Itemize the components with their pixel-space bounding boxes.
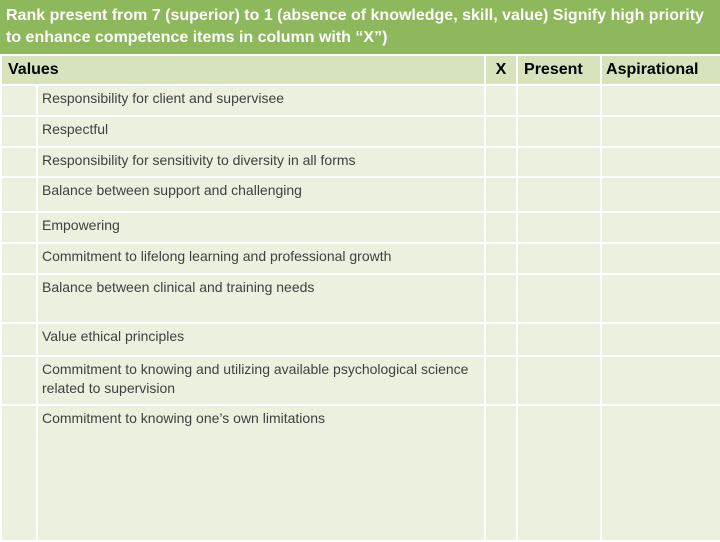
row-label: Responsibility for client and supervisee [37, 85, 485, 116]
row-label: Commitment to knowing one’s own limitations [37, 405, 485, 541]
present-rank-cell[interactable] [517, 147, 601, 177]
row-label: Respectful [37, 116, 485, 147]
table-row [1, 177, 720, 212]
header-aspirational: Aspirational [601, 55, 720, 85]
row-indent-cell [1, 212, 37, 243]
present-rank-cell[interactable] [517, 177, 601, 212]
aspirational-rank-cell[interactable] [601, 243, 720, 274]
x-mark-cell[interactable] [485, 323, 517, 356]
aspirational-rank-cell[interactable] [601, 405, 720, 541]
present-rank-cell[interactable] [517, 212, 601, 243]
header-x: X [485, 55, 517, 85]
table-row [1, 243, 720, 274]
x-mark-cell[interactable] [485, 116, 517, 147]
x-mark-cell[interactable] [485, 356, 517, 405]
table-row [1, 212, 720, 243]
row-label: Balance between support and challenging [37, 177, 485, 212]
table-row [1, 274, 720, 323]
row-indent-cell [1, 85, 37, 116]
present-rank-cell[interactable] [517, 405, 601, 541]
x-mark-cell[interactable] [485, 274, 517, 323]
aspirational-rank-cell[interactable] [601, 85, 720, 116]
row-indent-cell [1, 116, 37, 147]
present-rank-cell[interactable] [517, 243, 601, 274]
table-row [1, 147, 720, 177]
present-rank-cell[interactable] [517, 274, 601, 323]
aspirational-rank-cell[interactable] [601, 116, 720, 147]
header-values: Values [1, 55, 485, 85]
x-mark-cell[interactable] [485, 405, 517, 541]
row-indent-cell [1, 177, 37, 212]
present-rank-cell[interactable] [517, 85, 601, 116]
row-label: Commitment to knowing and utilizing available psychological science related to supervision [37, 356, 485, 405]
table-row [1, 405, 720, 541]
aspirational-rank-cell[interactable] [601, 177, 720, 212]
aspirational-rank-cell[interactable] [601, 356, 720, 405]
aspirational-rank-cell[interactable] [601, 212, 720, 243]
row-indent-cell [1, 405, 37, 541]
row-label: Commitment to lifelong learning and professional growth [37, 243, 485, 274]
row-indent-cell [1, 356, 37, 405]
x-mark-cell[interactable] [485, 243, 517, 274]
header-row [1, 55, 720, 85]
row-label: Empowering [37, 212, 485, 243]
table-body [1, 55, 720, 541]
slide-title: Rank present from 7 (superior) to 1 (absence of knowledge, skill, value) Signify high priority to enhance competence items in column with “X”) [0, 0, 720, 54]
x-mark-cell[interactable] [485, 147, 517, 177]
competence-table [0, 54, 720, 542]
header-present: Present [517, 55, 601, 85]
row-label: Value ethical principles [37, 323, 485, 356]
row-indent-cell [1, 274, 37, 323]
aspirational-rank-cell[interactable] [601, 147, 720, 177]
aspirational-rank-cell[interactable] [601, 274, 720, 323]
row-indent-cell [1, 243, 37, 274]
x-mark-cell[interactable] [485, 212, 517, 243]
present-rank-cell[interactable] [517, 356, 601, 405]
aspirational-rank-cell[interactable] [601, 323, 720, 356]
row-label: Balance between clinical and training needs [37, 274, 485, 323]
row-label: Responsibility for sensitivity to diversity in all forms [37, 147, 485, 177]
table-row [1, 116, 720, 147]
table-row [1, 85, 720, 116]
row-indent-cell [1, 147, 37, 177]
present-rank-cell[interactable] [517, 323, 601, 356]
table-row [1, 356, 720, 405]
row-indent-cell [1, 323, 37, 356]
x-mark-cell[interactable] [485, 85, 517, 116]
present-rank-cell[interactable] [517, 116, 601, 147]
x-mark-cell[interactable] [485, 177, 517, 212]
table-row [1, 323, 720, 356]
